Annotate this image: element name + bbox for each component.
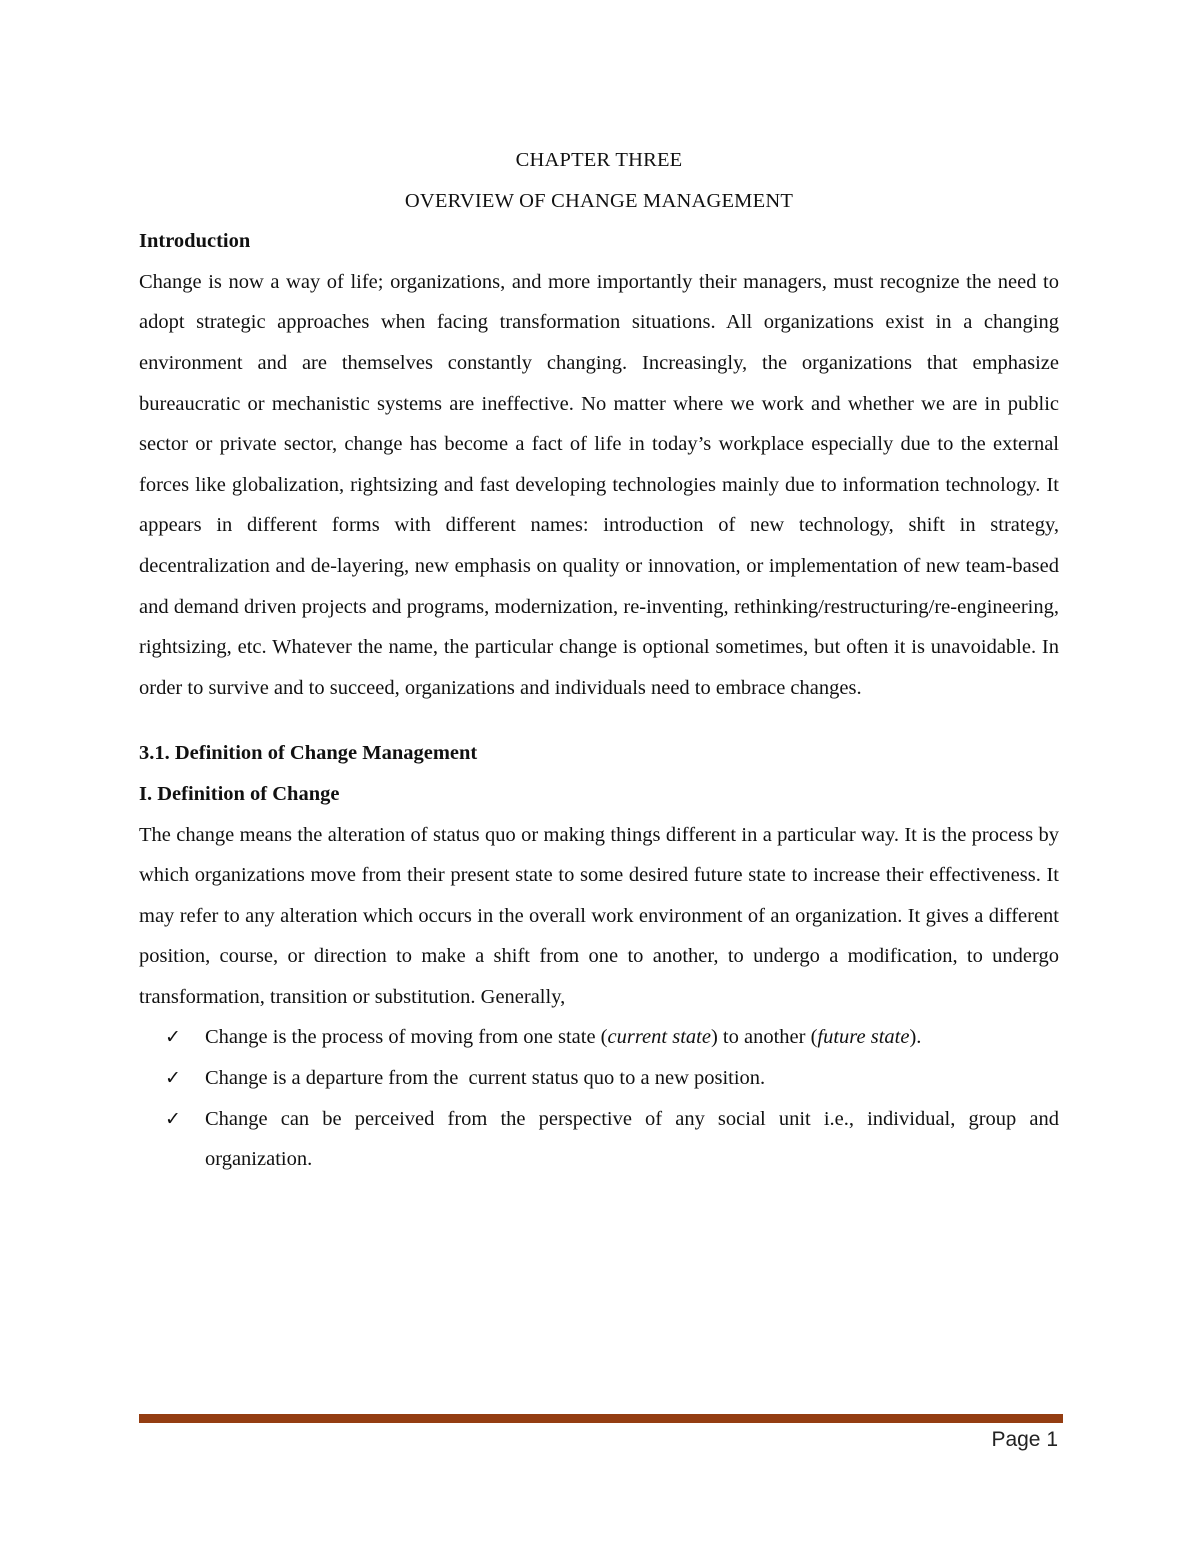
list-item bbox=[165, 1058, 1059, 1099]
check-icon: ✓ bbox=[165, 1107, 181, 1130]
introduction-paragraph: Change is now a way of life; organizations, and more importantly their managers, must recognize the need to adopt strategic approaches when facing transformation situations. All organizations exist in a changing environment and are themselves constantly changing. Increasingly, the organizations that emphasize bureaucratic or mechanistic systems are ineffective. No matter where we work and whether we are in public sector or private sector, change has become a fact of life in today’s workplace especially due to the external forces like globalization, rightsizing and fast developing technologies mainly due to information technology. It appears in different forms with different names: introduction of new technology, shift in strategy, decentralization and de-layering, new emphasis on quality or innovation, or implementation of new team-based and demand driven projects and programs, modernization, re-inventing, rethinking/restructuring/re-engineering, rightsizing, etc. Whatever the name, the particular change is optional sometimes, but often it is unavoidable. In order to survive and to succeed, organizations and individuals need to embrace changes. bbox=[139, 270, 1059, 699]
bullet-text-part: ) to another ( bbox=[710, 1026, 818, 1049]
page-number: Page 1 bbox=[991, 1428, 1058, 1451]
bullet-italic-term: future state bbox=[817, 1026, 910, 1049]
chapter-subtitle: OVERVIEW OF CHANGE MANAGEMENT bbox=[404, 189, 794, 212]
section-heading: 3.1. Definition of Change Management bbox=[139, 742, 478, 765]
page-content bbox=[139, 140, 1059, 1180]
introduction-heading: Introduction bbox=[139, 230, 251, 253]
list-item bbox=[165, 1017, 1059, 1058]
list-item bbox=[165, 1099, 1059, 1180]
footer-divider-bar bbox=[139, 1414, 1063, 1423]
check-icon: ✓ bbox=[165, 1067, 181, 1090]
bullet-italic-term: current state bbox=[607, 1026, 711, 1049]
subsection-heading: I. Definition of Change bbox=[139, 782, 340, 805]
bullet-text-part: ). bbox=[909, 1026, 922, 1049]
definition-paragraph: The change means the alteration of status quo or making things different in a particular way. It is the process by which organizations move from their present state to some desired future state to increase their effectiveness. It may refer to any alteration which occurs in the overall work environment of an organization. It gives a different position, course, or direction to make a shift from one to another, to undergo a modification, to undergo transformation, transition or substitution. Generally, bbox=[139, 823, 1059, 1008]
bullet-text: Change is a departure from the current status quo to a new position. bbox=[205, 1067, 766, 1090]
chapter-title: CHAPTER THREE bbox=[515, 149, 683, 171]
bullet-text-part: Change is the process of moving from one state ( bbox=[205, 1026, 608, 1049]
bullet-text: Change can be perceived from the perspective of any social unit i.e., individual, group and organization. bbox=[205, 1107, 1059, 1171]
check-icon: ✓ bbox=[165, 1026, 181, 1049]
definition-bullet-list bbox=[139, 1017, 1059, 1179]
